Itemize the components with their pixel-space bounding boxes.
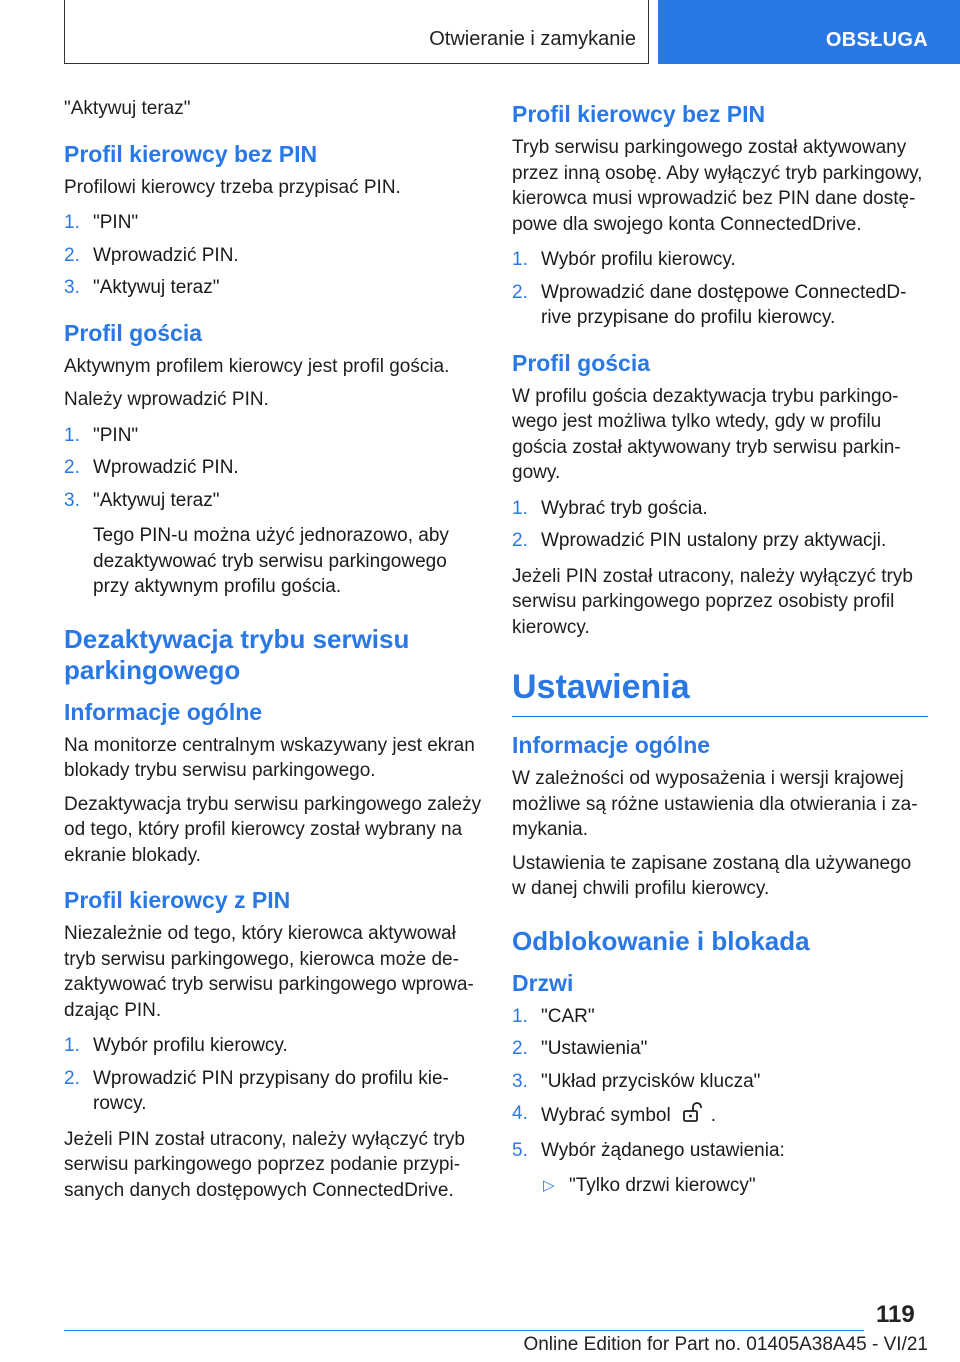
page-number: 119 bbox=[876, 1301, 915, 1328]
list-item bbox=[512, 1138, 928, 1164]
list-item bbox=[64, 1066, 484, 1117]
step-text: Wybór profilu kierowcy. bbox=[93, 1035, 288, 1056]
list-item bbox=[64, 210, 484, 236]
heading-driver-with-pin: Profil kierowcy z PIN bbox=[64, 887, 291, 913]
lock-icon bbox=[681, 1101, 705, 1131]
bullet-item bbox=[541, 1173, 928, 1199]
step-text: Wybór profilu kierowcy. bbox=[541, 249, 736, 270]
paragraph: Na monitorze centralnym wskazywany jest ekran blokady trybu serwisu parkingowego. bbox=[64, 734, 475, 781]
step-number: 3. bbox=[64, 489, 80, 511]
paragraph: W profilu gościa dezaktywacja trybu parkingo-wego jest możliwa tylko wtedy, gdy w profilu gościa został aktywowany tryb serwisu parkin-gowy. bbox=[512, 385, 901, 483]
right-column bbox=[512, 100, 928, 1199]
list-item bbox=[64, 1033, 484, 1059]
paragraph: Należy wprowadzić PIN. bbox=[64, 389, 269, 410]
steps-list-d bbox=[512, 247, 928, 331]
step-text: Wybór żądanego ustawienia: bbox=[541, 1139, 785, 1161]
list-item bbox=[64, 488, 484, 514]
steps-list-f bbox=[512, 1004, 928, 1164]
step-text: Wprowadzić PIN ustalony przy aktywacji. bbox=[541, 530, 887, 551]
step-text: Wprowadzić PIN. bbox=[93, 457, 239, 478]
list-item bbox=[64, 243, 484, 269]
step-text: "Aktywuj teraz" bbox=[93, 277, 220, 298]
heading-deactivation: Dezaktywacja trybu serwisu parkingowego bbox=[64, 623, 410, 685]
steps-list-a bbox=[64, 210, 484, 301]
list-item bbox=[64, 275, 484, 301]
step-text bbox=[541, 1101, 928, 1131]
paragraph: W zależności od wyposażenia i wersji krajowej możliwe są różne ustawienia dla otwierania i za-mykania. bbox=[512, 768, 918, 840]
list-item bbox=[512, 1036, 928, 1062]
step-text: "PIN" bbox=[93, 424, 139, 446]
footer-edition: Online Edition for Part no. 01405A38A45 - VI/21 bbox=[523, 1334, 928, 1355]
heading-guest-profile: Profil gościa bbox=[64, 319, 203, 346]
heading-settings: Ustawienia bbox=[512, 666, 928, 717]
step-number: 1. bbox=[64, 424, 80, 446]
step-text-main: Wybrać symbol bbox=[541, 1104, 671, 1126]
heading-driver-no-pin: Profil kierowcy bez PIN bbox=[64, 140, 318, 167]
heading-driver-no-pin: Profil kierowcy bez PIN bbox=[512, 101, 766, 127]
heading-unlock-lock: Odblokowanie i blokada bbox=[512, 925, 810, 956]
step-number: 2. bbox=[64, 244, 80, 266]
list-item bbox=[512, 1004, 928, 1030]
paragraph: Ustawienia te zapisane zostaną dla używanego w danej chwili profilu kierowcy. bbox=[512, 852, 912, 899]
paragraph: "Aktywuj teraz" bbox=[64, 98, 191, 119]
step-number: 1. bbox=[64, 212, 80, 233]
list-item bbox=[512, 1069, 928, 1095]
paragraph: Profilowi kierowcy trzeba przypisać PIN. bbox=[64, 176, 401, 198]
header-section-title: Otwieranie i zamykanie bbox=[429, 28, 636, 50]
list-item bbox=[512, 280, 928, 331]
steps-list-e bbox=[512, 496, 928, 554]
list-item bbox=[512, 496, 928, 522]
step-number: 1. bbox=[512, 497, 528, 519]
paragraph: Niezależnie od tego, który kierowca aktywował tryb serwisu parkingowego, kierowca może de-zaktywować tryb serwisu parkingowego wprowa-dzając PIN. bbox=[64, 923, 474, 1021]
step-text: Wprowadzić PIN. bbox=[93, 244, 239, 266]
step-number: 2. bbox=[64, 1067, 80, 1089]
steps-list-b bbox=[64, 423, 484, 514]
heading-general-info: Informacje ogólne bbox=[512, 732, 711, 758]
bullet-text: "Tylko drzwi kierowcy" bbox=[569, 1175, 756, 1196]
header-chapter-title: OBSŁUGA bbox=[825, 29, 928, 51]
step-text: "Układ przycisków klucza" bbox=[541, 1070, 761, 1092]
step-number: 5. bbox=[512, 1139, 528, 1161]
step-number: 1. bbox=[512, 1005, 528, 1027]
paragraph: Dezaktywacja trybu serwisu parkingowego zależy od tego, który profil kierowcy został wybrany na ekranie blokady. bbox=[64, 793, 482, 866]
paragraph: Aktywnym profilem kierowcy jest profil gościa. bbox=[64, 355, 450, 377]
paragraph: Jeżeli PIN został utracony, należy wyłączyć tryb serwisu parkingowego poprzez podanie przypi-sanych danych dostępowych ConnectedDrive. bbox=[64, 1128, 465, 1201]
step-number: 3. bbox=[512, 1070, 528, 1092]
triangle-bullet-icon: ▷ bbox=[543, 1177, 555, 1194]
heading-general-info: Informacje ogólne bbox=[64, 698, 263, 725]
step-number: 1. bbox=[512, 249, 528, 270]
step-number: 2. bbox=[512, 281, 528, 303]
step-text: "Aktywuj teraz" bbox=[93, 489, 220, 511]
steps-list-c bbox=[64, 1033, 484, 1117]
step-text: "Ustawienia" bbox=[541, 1038, 648, 1059]
step-text: Wprowadzić dane dostępowe ConnectedD-rive przypisane do profilu kierowcy. bbox=[541, 281, 907, 328]
list-item bbox=[512, 247, 928, 273]
paragraph: Tryb serwisu parkingowego został aktywowany przez inną osobę. Aby wyłączyć tryb parkingowy, kierowca musi wprowadzić bez PIN dane dostę-powe dla swojego konta ConnectedDrive. bbox=[512, 137, 923, 235]
step-text: Wprowadzić PIN przypisany do profilu kie-rowcy. bbox=[93, 1067, 449, 1114]
step-text-end: . bbox=[710, 1104, 716, 1126]
step-number: 1. bbox=[64, 1035, 80, 1056]
step-number: 2. bbox=[512, 530, 528, 551]
list-item bbox=[512, 528, 928, 554]
footer-divider bbox=[64, 1330, 864, 1331]
list-item bbox=[512, 1101, 928, 1131]
list-item bbox=[64, 423, 484, 449]
step-text: "CAR" bbox=[541, 1005, 595, 1027]
heading-doors: Drzwi bbox=[512, 969, 574, 996]
step-number: 4. bbox=[512, 1103, 528, 1124]
heading-guest-profile: Profil gościa bbox=[512, 349, 651, 376]
header-section-box bbox=[64, 0, 649, 64]
header-chapter-tab bbox=[658, 0, 960, 64]
left-column bbox=[64, 96, 484, 1211]
step-number: 3. bbox=[64, 277, 80, 298]
step-number: 2. bbox=[64, 457, 80, 478]
step-text: "PIN" bbox=[93, 212, 139, 233]
list-item bbox=[64, 455, 484, 481]
step-number: 2. bbox=[512, 1038, 528, 1059]
step-note: Tego PIN-u można użyć jednorazowo, aby dezaktywować tryb serwisu parkingowego przy aktywnym profilu gościa. bbox=[93, 525, 449, 597]
paragraph: Jeżeli PIN został utracony, należy wyłączyć tryb serwisu parkingowego poprzez osobisty profil kierowcy. bbox=[512, 565, 913, 638]
step-text: Wybrać tryb gościa. bbox=[541, 497, 708, 519]
